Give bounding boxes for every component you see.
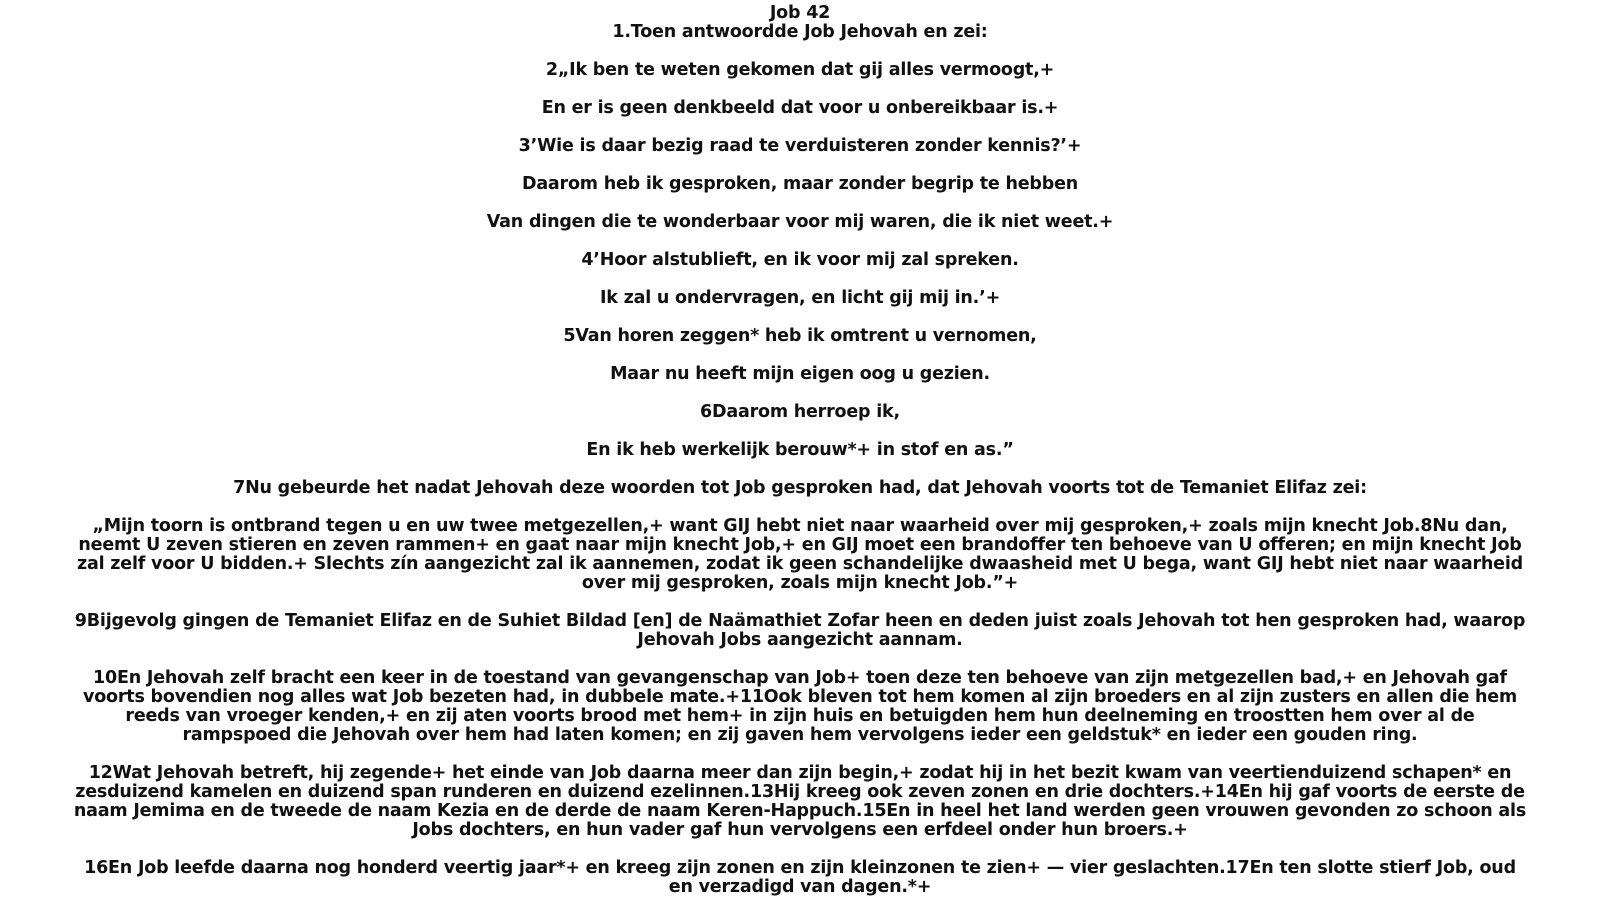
prose-paragraph: 9Bijgevolg gingen de Temaniet Elifaz en de Suhiet Bildad [en] de Naämathiet Zofar heen en deden juist zoals Jehovah tot hen gesproken had, waarop Jehovah Jobs aangezicht aannam. bbox=[74, 611, 1526, 650]
prose-paragraph: 16En Job leefde daarna nog honderd veertig jaar*+ en kreeg zijn zonen en zijn kleinzonen te zien+ — vier geslachten.17En ten slotte stierf Job, oud en verzadigd van dagen.*+ bbox=[84, 858, 1516, 897]
prose-paragraph: „Mijn toorn is ontbrand tegen u en uw twee metgezellen,+ want GIJ hebt niet naar waarheid over mij gesproken,+ zoals mijn knecht Job.8Nu dan, neemt U zeven stieren en zeven rammen+ en gaat naar mijn knecht Job,+ en GIJ moet een brandoffer ten behoeve van U offeren; en mijn knecht Job zal zelf voor U bidden.+ Slechts zín aangezicht zal ik aannemen, zodat ik geen schandelijke dwaasheid met U bega, want GIJ hebt niet naar waarheid over mij gesproken, zoals mijn knecht Job.”+ bbox=[77, 516, 1523, 593]
verse-line: 2„Ik ben te weten gekomen dat gij alles vermoogt,+ bbox=[545, 60, 1055, 80]
verse-line: 7Nu gebeurde het nadat Jehovah deze woorden tot Job gesproken had, dat Jehovah voorts tot de Temaniet Elifaz zei: bbox=[233, 478, 1367, 498]
verse-line: 4’Hoor alstublieft, en ik voor mij zal spreken. bbox=[581, 250, 1019, 270]
verse-line: Van dingen die te wonderbaar voor mij waren, die ik niet weet.+ bbox=[486, 212, 1114, 232]
verse-line: Daarom heb ik gesproken, maar zonder begrip te hebben bbox=[522, 174, 1078, 194]
verse-line: Ik zal u ondervragen, en licht gij mij in.’+ bbox=[599, 288, 1001, 308]
verse-line: 6Daarom herroep ik, bbox=[700, 402, 900, 422]
verse-line: 5Van horen zeggen* heb ik omtrent u vernomen, bbox=[563, 326, 1037, 346]
verse-line: 3’Wie is daar bezig raad te verduisteren zonder kennis?’+ bbox=[518, 136, 1082, 156]
chapter-title: Job 42 bbox=[769, 3, 831, 23]
verse-line: En er is geen denkbeeld dat voor u onbereikbaar is.+ bbox=[541, 98, 1059, 118]
verse-line: Maar nu heeft mijn eigen oog u gezien. bbox=[610, 364, 990, 384]
verse-line: En ik heb werkelijk berouw*+ in stof en as.” bbox=[586, 440, 1014, 460]
prose-paragraph: 10En Jehovah zelf bracht een keer in de toestand van gevangenschap van Job+ toen deze ten behoeve van zijn metgezellen bad,+ en Jehovah gaf voorts bovendien nog alles wat Job bezeten had, in dubbele mate.+11Ook bleven tot hem komen al zijn broeders en al zijn zusters en allen die hem reeds van vroeger kenden,+ en zij aten voorts brood met hem+ in zijn huis en betuigden hem hun deelneming en troostten hem over al de rampspoed die Jehovah over hem had laten komen; en zij gaven hem vervolgens ieder een geldstuk* en ieder een gouden ring. bbox=[83, 668, 1517, 745]
chapter-intro-line: 1.Toen antwoordde Job Jehovah en zei: bbox=[612, 22, 988, 42]
prose-paragraph: 12Wat Jehovah betreft, hij zegende+ het einde van Job daarna meer dan zijn begin,+ zodat hij in het bezit kwam van veertienduizend schapen* en zesduizend kamelen en duizend span runderen en duizend ezelinnen.13Hij kreeg ook zeven zonen en drie dochters.+14En hij gaf voorts de eerste de naam Jemima en de tweede de naam Kezia en de derde de naam Keren-Happuch.15En in heel het land werden geen vrouwen gevonden zo schoon als Jobs dochters, en hun vader gaf hun vervolgens een erfdeel onder hun broers.+ bbox=[73, 763, 1527, 840]
